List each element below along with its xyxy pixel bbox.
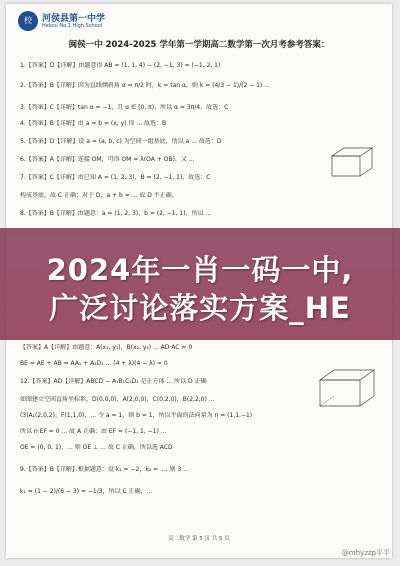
school-name: 河侯县第一中学 — [42, 14, 106, 24]
answer-line: 如图建立空间直角坐标系，D(0,0,0)，A(2,0,0)，C(0,2,0)，B(2,2,0) ... — [20, 396, 215, 403]
answer-line: 【答案】A【详解】由题意：A(x₁, y₁)，B(x₂, y₂) ... AD·AC = 0 — [20, 344, 193, 351]
answer-line: 4.【答案】B【详解】由 a = b = (x, y) 得 ... 故选：B — [20, 120, 167, 127]
banner-headline-1: 2024年一肖一码一中, — [46, 253, 354, 287]
coordinate-cube-figure — [312, 366, 382, 408]
answer-line: 9.【答案】B【详解】根据题意：设 k₁ = −2，k₂ = ..., 则 3 ... — [20, 466, 189, 473]
answer-line: k₁ = (1 − 2)/(6 − 3) = −1/3，所以 C 正确，... — [20, 488, 153, 495]
answer-line: 2.【答案】B【详解】因为直线倾斜角 α = π/2 时，k = tan α，则 k = (4/3 − 1)/(2 − 1) ... — [20, 82, 270, 89]
watermark: @mhyzzp平平 — [341, 549, 390, 557]
page-footer: 高二数学 第 5 页 共 5 页 — [168, 536, 230, 542]
school-logo — [18, 10, 106, 32]
school-seal-icon: 校 — [18, 11, 38, 31]
promo-banner — [0, 228, 400, 340]
answer-line: 所以 n·EF = 0 ... 故 A 正确；由 EF = (−1, 1, −1) ... — [20, 428, 167, 435]
banner-headline-2: 广泛讨论落实方案_HE — [49, 291, 351, 325]
answer-line: 8.【答案】B【详解】由题意：a = (1, 2, 3)，b = (2, −1, 1)，所以 ... — [20, 210, 212, 217]
answer-line: 6.【答案】A【详解】连接 OM，可得 OM = λ(OA + OB)，又 ... — [20, 156, 195, 163]
answer-line: 7.【答案】C【详解】由已知 A = (1, 2, 3)，B = (2, −1, 1)，故选：C — [20, 174, 211, 181]
cube-figure — [328, 144, 376, 178]
document-title: 闽侯一中 2024-2025 学年第一学期高二数学第一次月考参考答案： — [68, 40, 330, 50]
answer-line: (3)A₁(2,0,2)，F(1,1,0)，... 令 a = 1，则 b = 1，所以平面的法向量为 n = (1,1,−1) — [20, 412, 253, 419]
answer-line: OE = (0, 0, 1)，... 则 OE ⊥ ... 故 C 正确，所以选 ACD — [20, 444, 173, 451]
school-name-en: Hekou No.1 High School — [42, 23, 103, 29]
answer-line: 构成基底，故 C 正确；对于 D，a + b = ... 故 D 不正确。 — [20, 192, 178, 199]
answer-line: 3.【答案】C【详解】tan α = −1，且 α ∈ [0, π)，所以 α = 3π/4，故选：C — [20, 104, 229, 111]
answer-line: BE = AE + AB = AA₁ + A₁D₁ ... (4 + λ)(4 − λ) = 0 — [20, 360, 168, 367]
answer-line: 12.【答案】AD【详解】ABCD − A₁B₁C₁D₁ 是正方体 ... 所以 D 正确 — [20, 378, 207, 385]
answer-line: 5.【答案】D【详解】设 a = (a, b, c) 为空间一组基底，所以 a ... 故选：D — [20, 138, 222, 145]
answer-line: 1.【答案】D【详解】由题意得 AB = (1, 1, 4) − (2, −1, 3) = (−1, 2, 1) — [20, 62, 221, 69]
